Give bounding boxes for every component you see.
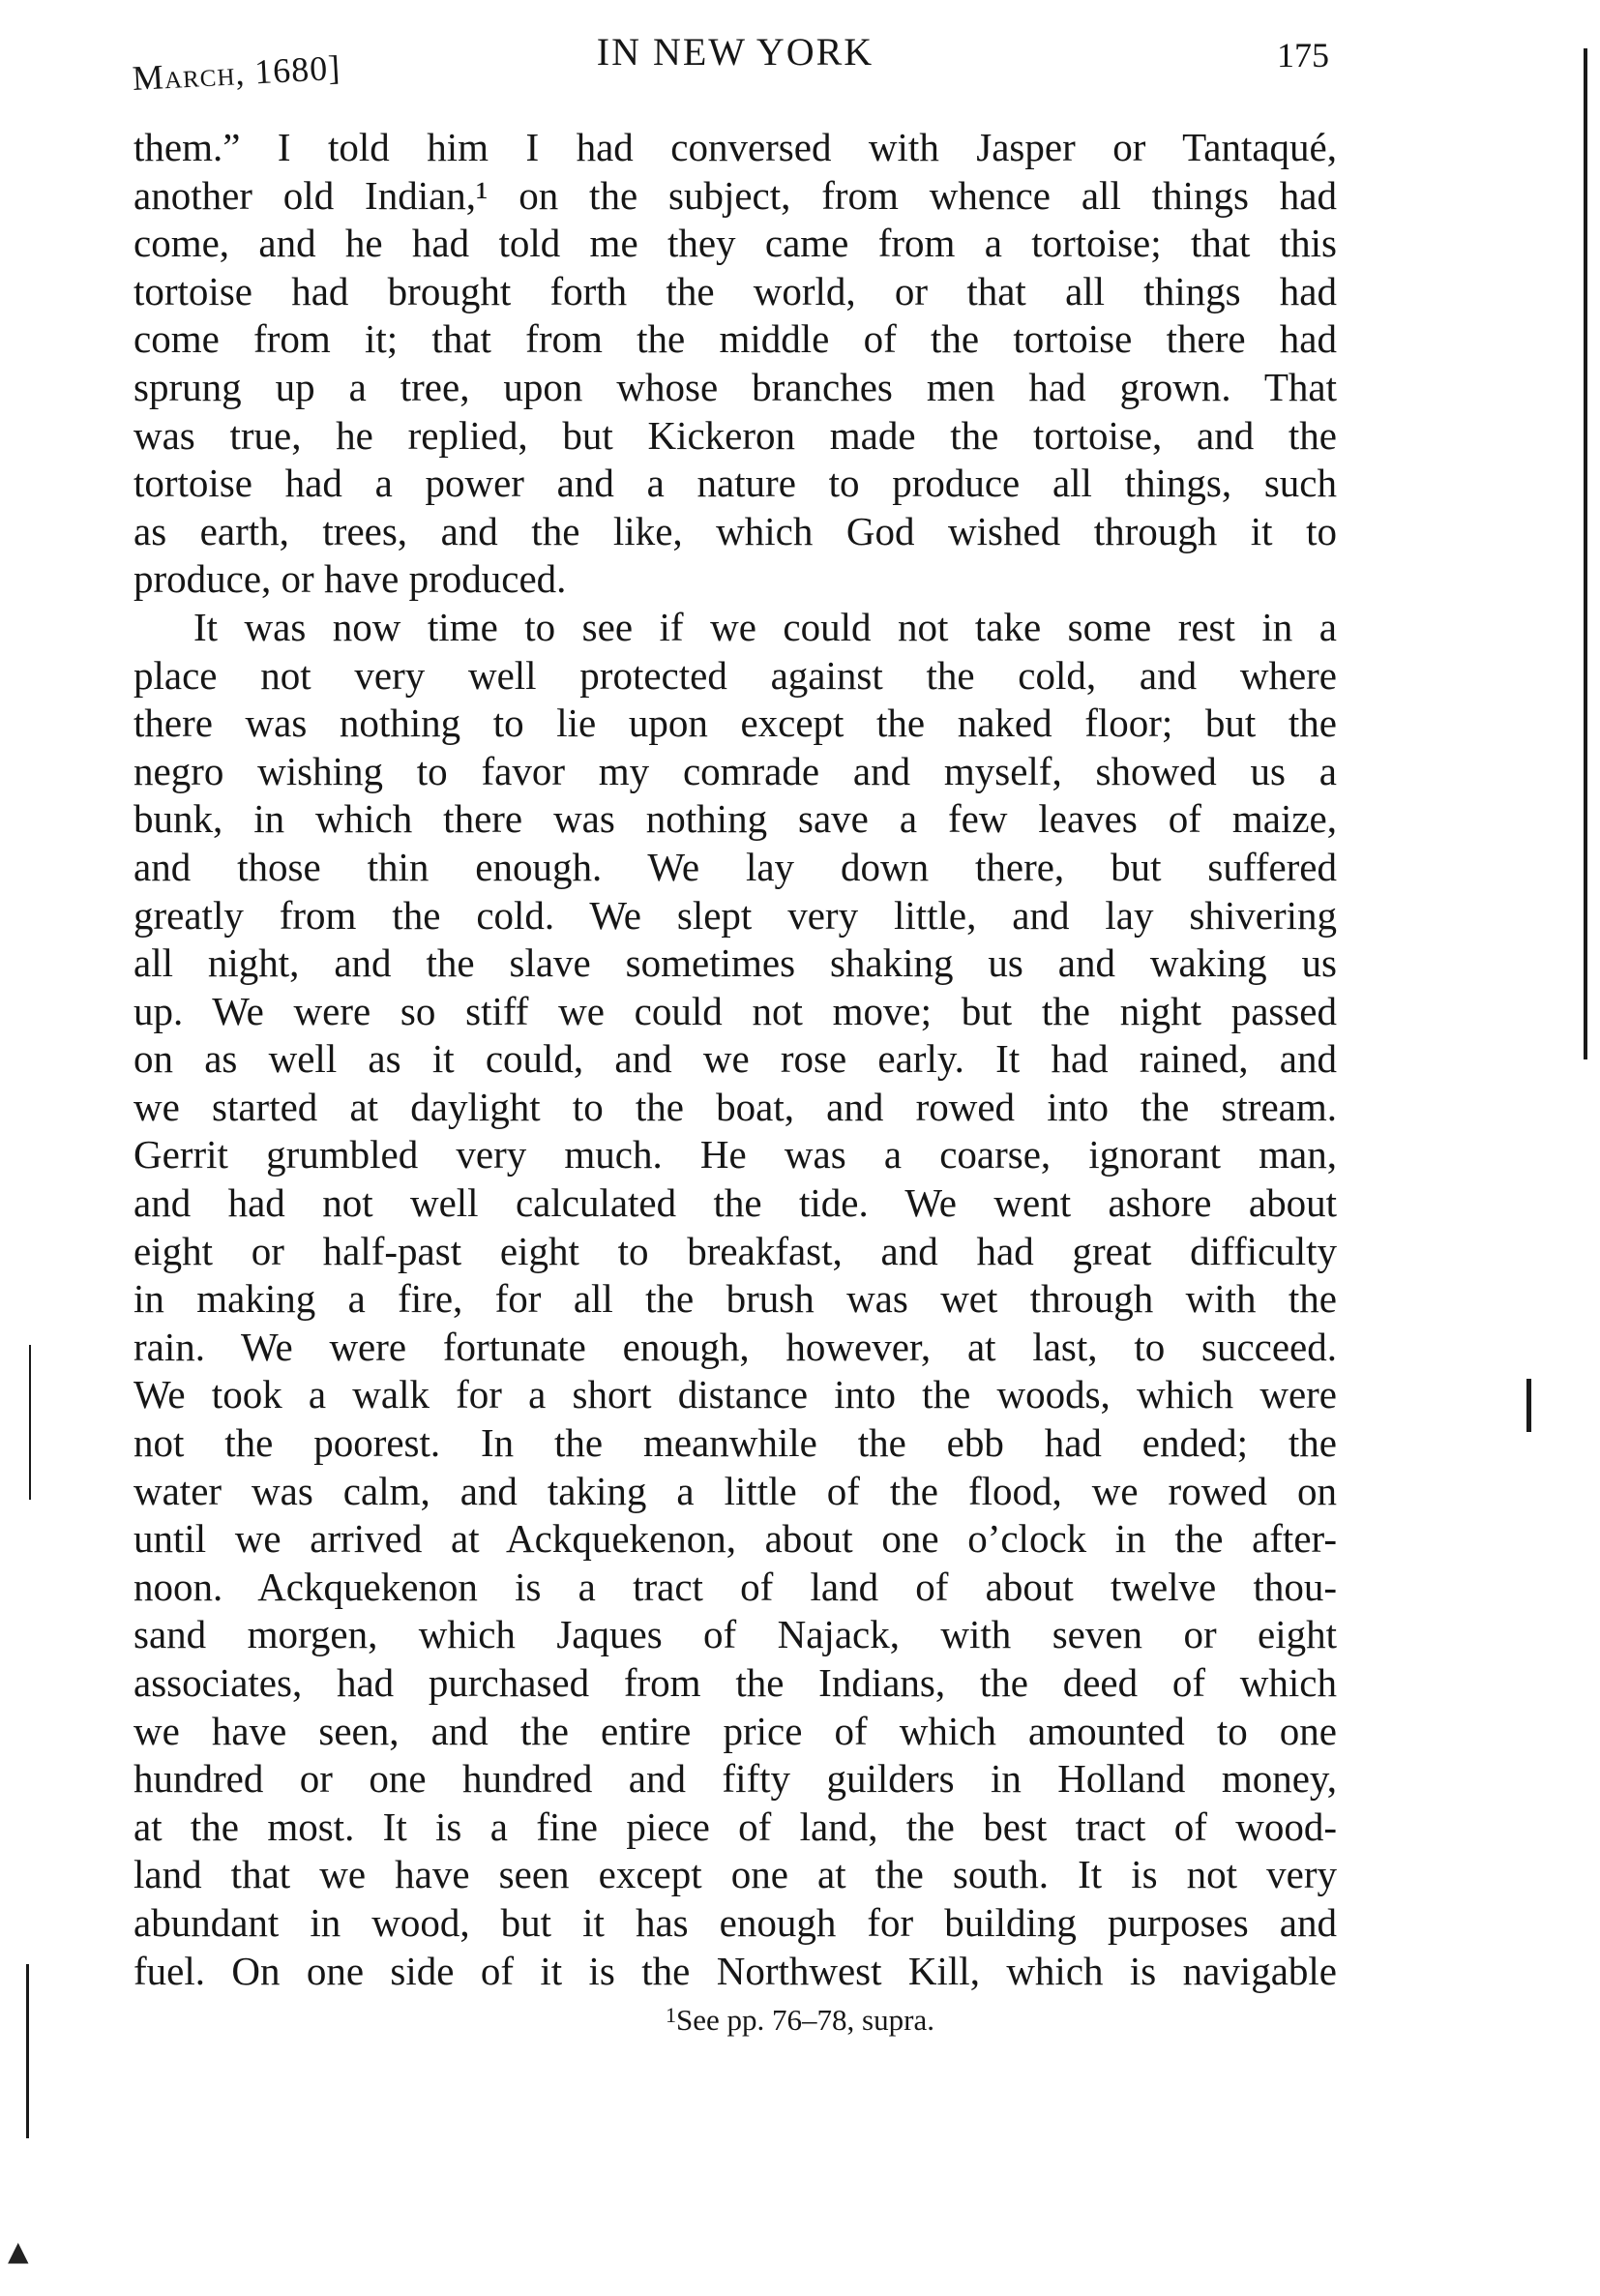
text-line: negro wishing to favor my comrade and myself, showed us a xyxy=(133,748,1337,793)
text-line: abundant in wood, but it has enough for building purposes and xyxy=(133,1899,1337,1945)
text-line: We took a walk for a short distance into the woods, which were xyxy=(133,1372,1337,1417)
text-line: come from it; that from the middle of the tortoise there had xyxy=(133,316,1337,362)
text-line: water was calm, and taking a little of the flood, we rowed on xyxy=(133,1468,1337,1513)
text-line: come, and he had told me they came from a tortoise; that this xyxy=(133,221,1337,266)
text-line: we have seen, and the entire price of which amounted to one xyxy=(133,1708,1337,1753)
text-line: fuel. On one side of it is the Northwest Kill, which is navigable xyxy=(133,1948,1337,1993)
text-line: as earth, trees, and the like, which God wished through it to xyxy=(133,508,1337,553)
text-line: associates, had purchased from the Indians, the deed of which xyxy=(133,1660,1337,1705)
text-line: was true, he replied, but Kickeron made the tortoise, and the xyxy=(133,412,1337,458)
text-line: in making a fire, for all the brush was wet through with the xyxy=(133,1276,1337,1322)
text-line: tortoise had brought forth the world, or that all things had xyxy=(133,268,1337,313)
text-line: place not very well protected against the cold, and where xyxy=(133,652,1337,698)
footnote-marker: 1 xyxy=(666,2003,677,2027)
text-line: tortoise had a power and a nature to produce all things, such xyxy=(133,461,1337,506)
right-margin-rule xyxy=(1584,48,1587,1059)
text-line: until we arrived at Ackquekenon, about one o’clock in the after- xyxy=(133,1516,1337,1562)
footnote xyxy=(0,2003,1600,2038)
text-line: we started at daylight to the boat, and rowed into the stream. xyxy=(133,1084,1337,1129)
text-line: another old Indian,¹ on the subject, from whence all things had xyxy=(133,172,1337,218)
text-line: Gerrit grumbled very much. He was a coarse, ignorant man, xyxy=(133,1132,1337,1178)
text-line: them.” I told him I had conversed with Jasper or Tantaqué, xyxy=(133,125,1337,169)
text-line: It was now time to see if we could not take some rest in a xyxy=(193,604,1337,649)
left-margin-rule-upper xyxy=(29,1345,31,1500)
page-number: 175 xyxy=(1277,36,1329,75)
text-line: all night, and the slave sometimes shaking us and waking us xyxy=(133,940,1337,986)
text-line: noon. Ackquekenon is a tract of land of about twelve thou- xyxy=(133,1564,1337,1609)
text-line: on as well as it could, and we rose early. It had rained, and xyxy=(133,1036,1337,1082)
footnote-text: See pp. 76–78, supra. xyxy=(676,2003,934,2037)
text-line: there was nothing to lie upon except the naked floor; but the xyxy=(133,701,1337,746)
text-line: land that we have seen except one at the south. It is not very xyxy=(133,1852,1337,1897)
text-line: rain. We were fortunate enough, however, at last, to succeed. xyxy=(133,1324,1337,1369)
text-line: up. We were so stiff we could not move; but the night passed xyxy=(133,988,1337,1033)
running-head-date: March, 1680] xyxy=(131,47,342,99)
running-head-title: IN NEW YORK xyxy=(596,30,874,74)
text-line: sprung up a tree, upon whose branches men had grown. That xyxy=(133,364,1337,409)
text-line: at the most. It is a fine piece of land, the best tract of wood- xyxy=(133,1804,1337,1849)
text-line: sand morgen, which Jaques of Najack, with seven or eight xyxy=(133,1612,1337,1657)
text-line: not the poorest. In the meanwhile the ebb had ended; the xyxy=(133,1420,1337,1466)
text-line: and those thin enough. We lay down there, but suffered xyxy=(133,844,1337,889)
body-text xyxy=(133,124,1337,1995)
text-line: and had not well calculated the tide. We went ashore about xyxy=(133,1180,1337,1226)
text-line: hundred or one hundred and fifty guilders in Holland money, xyxy=(133,1756,1337,1802)
running-header xyxy=(133,29,1337,106)
left-margin-rule-lower xyxy=(26,1964,29,2138)
corner-ornament-icon: ▲ xyxy=(8,2235,29,2267)
text-line: bunk, in which there was nothing save a few leaves of maize, xyxy=(133,796,1337,842)
text-line: produce, or have produced. xyxy=(133,556,567,602)
text-line: eight or half-past eight to breakfast, and had great difficulty xyxy=(133,1228,1337,1273)
right-margin-mark xyxy=(1526,1379,1531,1432)
text-line: greatly from the cold. We slept very little, and lay shivering xyxy=(133,892,1337,938)
